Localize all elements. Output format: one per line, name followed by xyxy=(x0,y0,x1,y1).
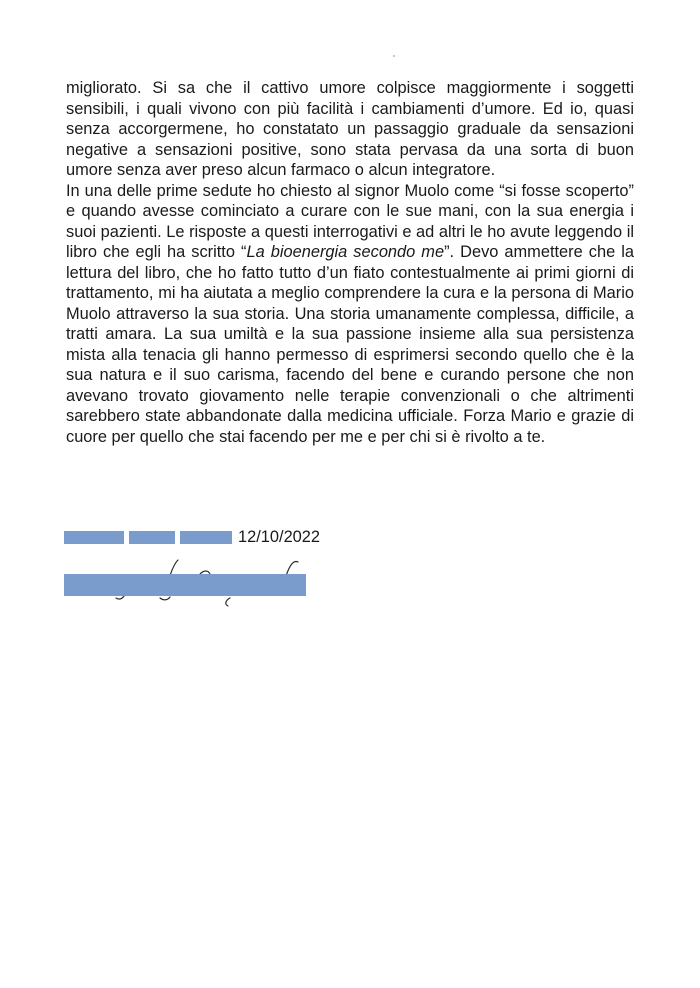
letter-body xyxy=(66,78,634,447)
signature-stroke xyxy=(286,562,298,576)
signature-redaction xyxy=(64,574,306,596)
book-title: La bioenergia secondo me xyxy=(246,243,445,261)
signature-stroke xyxy=(160,597,170,600)
redacted-middle-name xyxy=(129,531,175,544)
redacted-last-name xyxy=(180,531,232,544)
handwritten-signature xyxy=(64,554,314,610)
paragraph-1: migliorato. Si sa che il cattivo umore colpisce maggiormente i soggetti sensibili, i quali vivono con più facilità i cambiamenti d’umore. Ed io, quasi senza accorgermene, ho constatato un passaggio graduale da sensazioni negative a sensazioni positive, sono stata pervasa da una sorta di buon umore senza aver preso alcun farmaco o alcun integratore. xyxy=(66,79,634,179)
signature-date: 12/10/2022 xyxy=(238,527,321,546)
redacted-first-name xyxy=(64,531,124,544)
name-date-line xyxy=(64,526,320,548)
scan-speck xyxy=(393,55,395,57)
signature-stroke xyxy=(200,571,210,574)
signature-stroke xyxy=(226,598,230,606)
paragraph-2-text-continued: ”. Devo ammettere che la lettura del libro, che ho fatto tutto d’un fiato contestualmente ai primi giorni di trattamento, mi ha aiutata a meglio comprendere la cura e la persona di Mario Muolo attraverso la sua storia. Una storia umanamente complessa, difficile, a tratti amara. La sua umiltà e la sua passione insieme alla sua persistenza mista alla tenacia gli hanno permesso di esprimersi secondo quello che è la sua natura e il suo carisma, facendo del bene e curando persone che non avevano trovato giovamento nelle terapie convenzionali o che altrimenti sarebbero state abbandonate dalla medicina ufficiale. Forza Mario e grazie di cuore per quello che stai facendo per me e per chi si è rivolto a te. xyxy=(66,243,634,446)
signature-stroke xyxy=(116,596,124,599)
signature-block xyxy=(64,526,364,606)
paragraph-2 xyxy=(66,181,634,448)
paragraph-2-text: In una delle prime sedute ho chiesto al signor Muolo come “si fosse scoperto” e quando avesse cominciato a curare con le sue mani, con la sua energia i suoi pazienti. Le risposte a questi interrogativi e ad altri le ho avute leggendo il libro che egli ha scritto “ xyxy=(66,181,634,261)
